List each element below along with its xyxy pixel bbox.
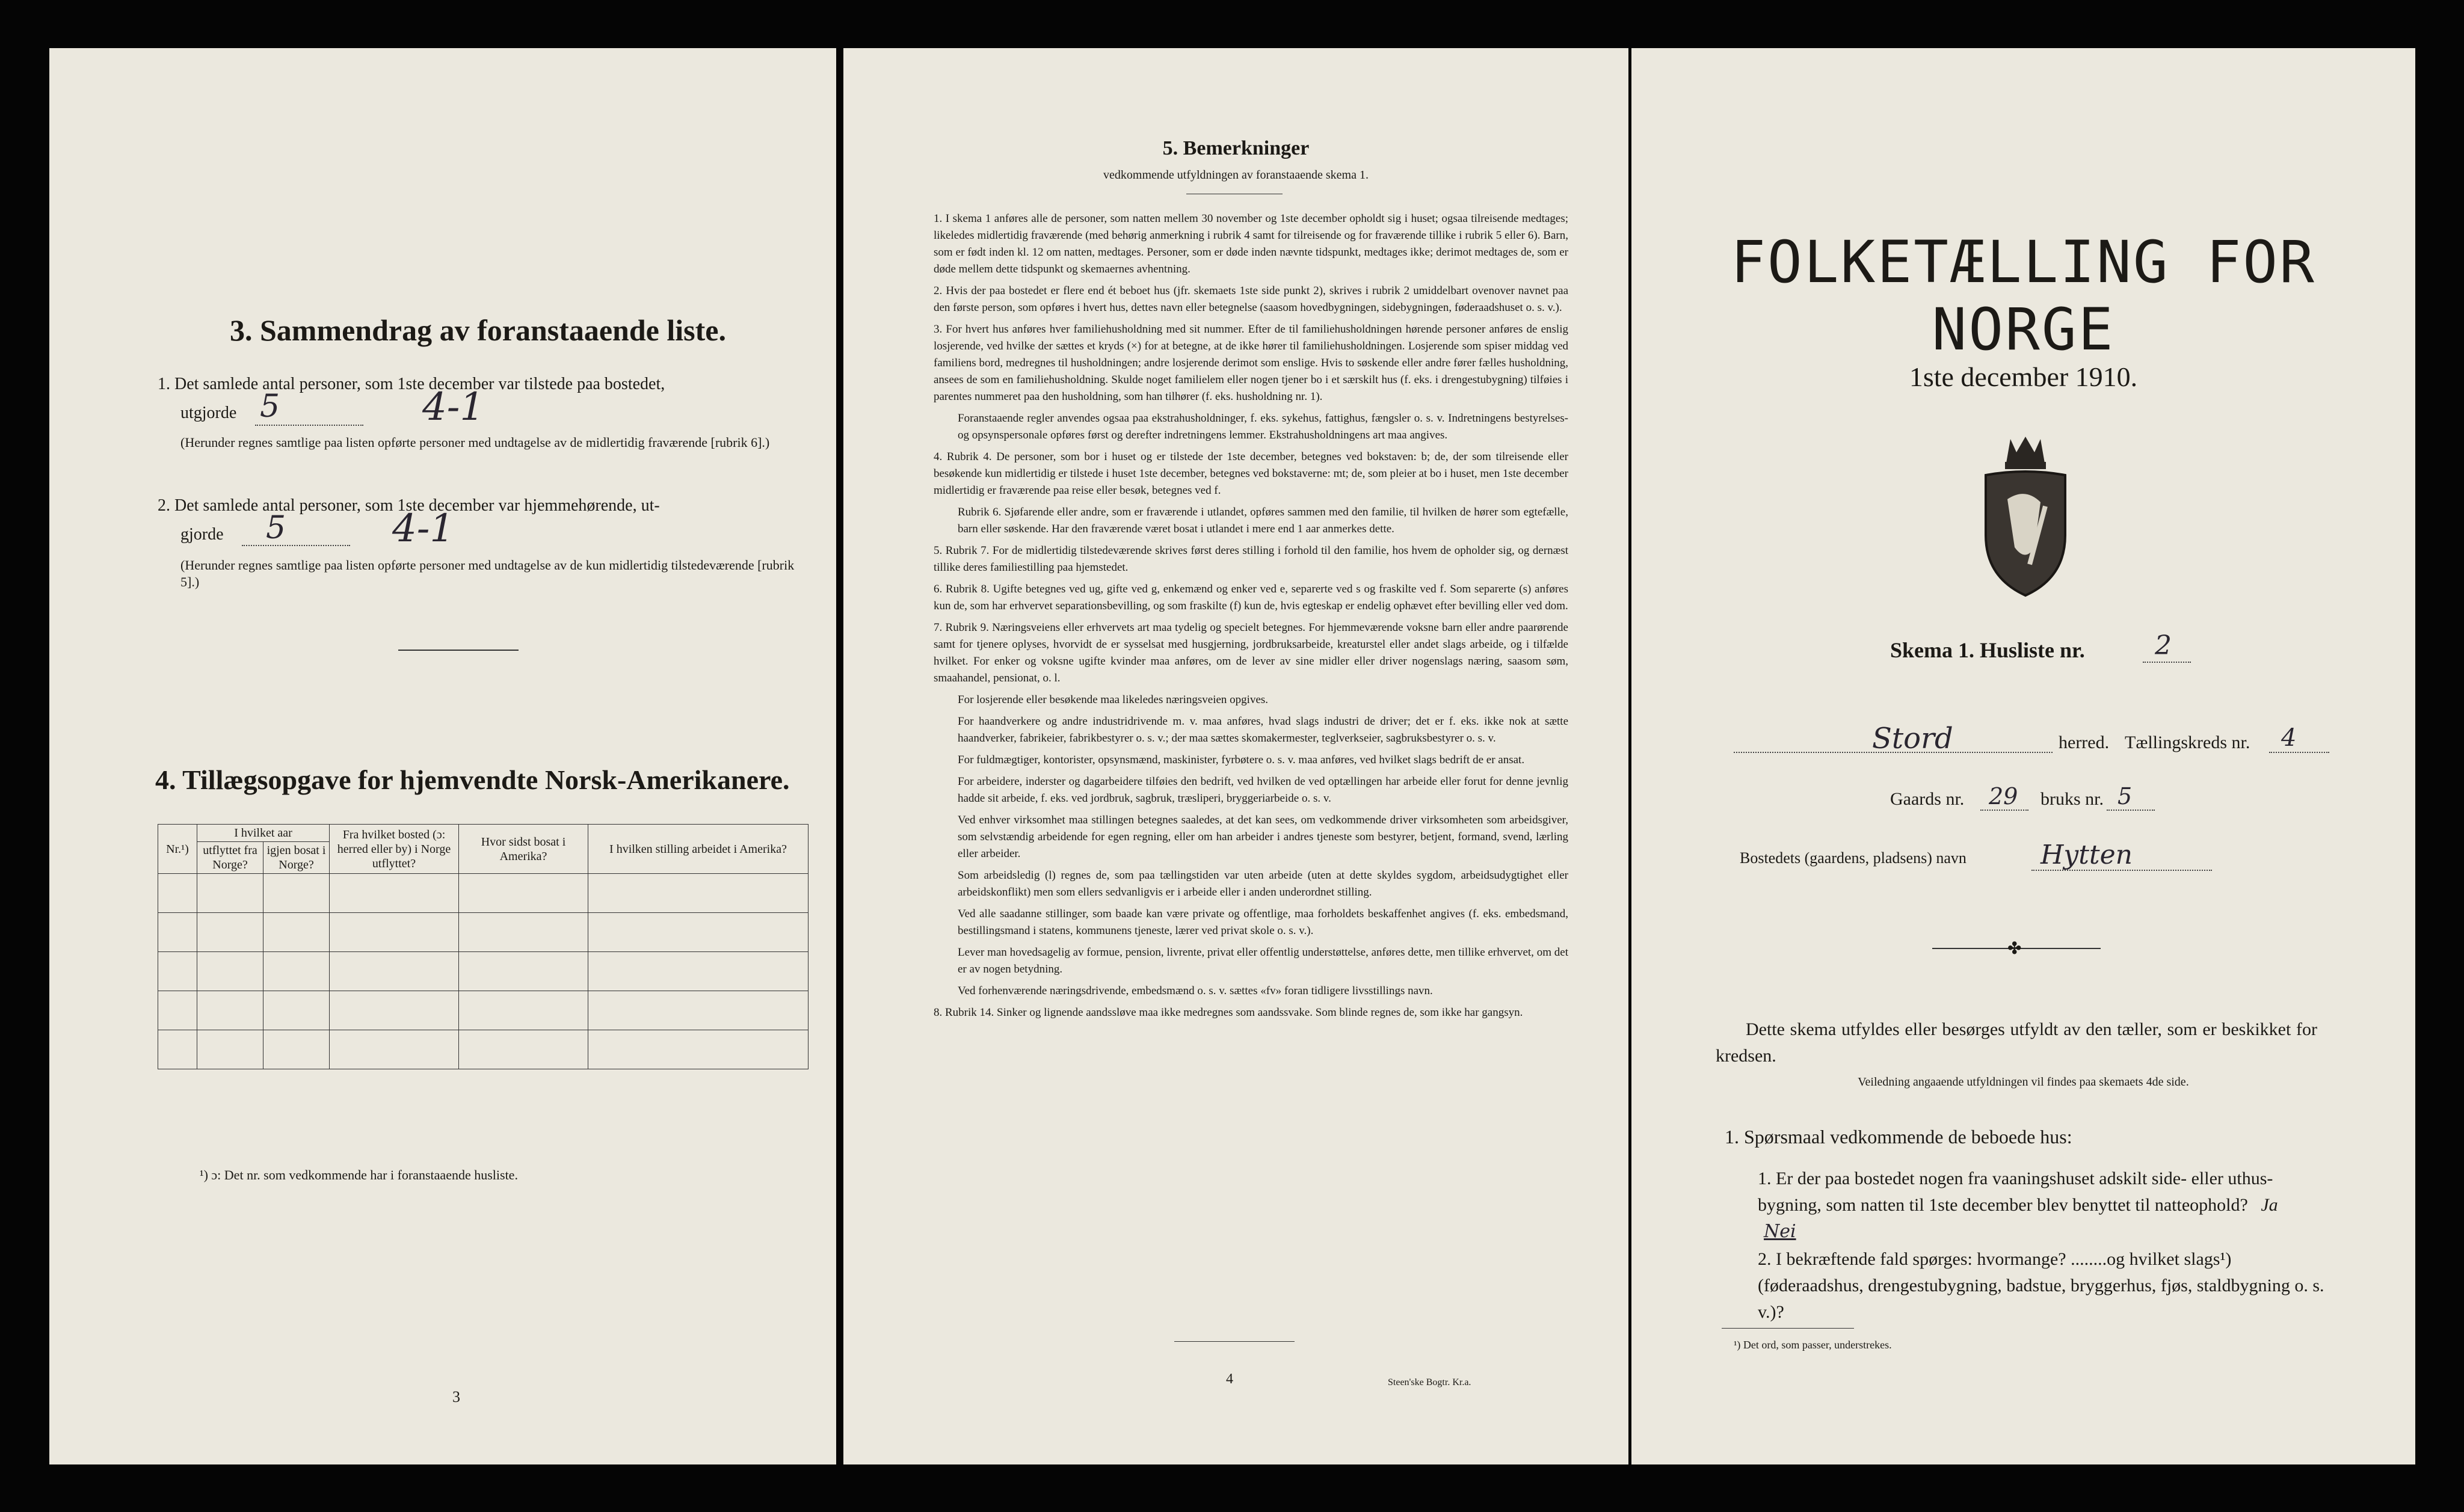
norsk-amerikanere-table — [158, 824, 808, 1069]
page-left — [49, 48, 836, 1464]
remark-paragraph: For losjerende eller besøkende maa likeledes næringsveien opgives. — [958, 693, 1269, 706]
remark-paragraph: 2. Hvis der paa bostedet er flere end ét beboet hus (jfr. skemaets 1ste side punkt 2), skrives i rubrik 2 umiddelbart ovenover navnet paa den første person, som opføres i hvert hus, dettes navn eller betegnelse (saasom hovedbygningen, sidebygningen, føderaadshuset o. s. v.). — [934, 284, 1568, 314]
bosted-label: Bostedets (gaardens, pladsens) navn — [1740, 849, 1967, 867]
item2-label: gjorde — [180, 525, 224, 544]
item1-value: 5 — [260, 389, 280, 425]
remark-paragraph: Som arbeidsledig (l) regnes de, som paa tællingstiden var uten arbeide (uten at dette skyldes sygdom, arbeidsudygtighet eller arbeidskonflikt) men som ellers sedvanligvis er i arbeide eller i anden underordnet stilling. — [958, 869, 1568, 899]
ornament-icon: ✤ — [2007, 939, 2022, 958]
remark-paragraph: 5. Rubrik 7. For de midlertidig tilstedeværende skrives først deres stilling i forhold til den familie, hos hvem de opholder sig, og dernæst tillike deres familiestilling paa hjemstedet. — [934, 544, 1568, 574]
divider-rule — [398, 650, 519, 651]
bosted-value: Hytten — [2040, 840, 2133, 870]
husliste-nr-value: 2 — [2155, 630, 2172, 661]
page-number-middle: 4 — [1226, 1371, 1233, 1387]
remark-paragraph: For fuldmægtiger, kontorister, opsynsmænd, maskinister, fyrbøtere o. s. v. maa anføres, ved hvilket slags bedrift de er ansat. — [958, 754, 1525, 766]
bottom-rule — [1174, 1341, 1295, 1342]
veiledning-text: Veiledning angaaende utfyldningen vil findes paa skemaets 4de side. — [1858, 1075, 2189, 1089]
table-row — [158, 952, 808, 991]
table-row — [158, 991, 808, 1030]
bemerkninger-subtitle: vedkommende utfyldningen av foranstaaende skema 1. — [1103, 168, 1369, 182]
page-number-left: 3 — [452, 1388, 460, 1406]
question-1-ja-label: Ja — [2261, 1195, 2278, 1215]
question-1-body: 1. Er der paa bostedet nogen fra vaaningshuset adskilt side- eller uthus-bygning, som natten til 1ste december blev benyttet til natteophold? — [1758, 1169, 2273, 1215]
gaards-value: 29 — [1989, 783, 2018, 810]
remark-paragraph: 4. Rubrik 4. De personer, som bor i huset og er tilstede der 1ste december, betegnes ved bokstaven: b; de, der som tilreisende eller besøkende kun midlertidig er tilstede i huset 1ste december, betegnes ved bokstaverne: mt; de, som pleier at bo i huset, men 1ste december midlertidig er fraværende paa reise eller besøk, betegnes ved f. — [934, 450, 1569, 497]
item1-correction: 4-1 — [422, 385, 485, 429]
question-2-text: 2. I bekræftende fald spørges: hvormange? ........og hvilket slags¹) (føderaadshus, drengestubygning, badstue, bryggerhus, fjøs, staldbygning o. s. v.)? — [1758, 1249, 2324, 1322]
bruks-label: bruks nr. — [2040, 789, 2104, 809]
gaards-label: Gaards nr. — [1890, 789, 1965, 809]
col-stilling: I hvilken stilling arbeidet i Amerika? — [588, 825, 808, 874]
item2-value: 5 — [266, 510, 286, 546]
bemerkninger-body — [934, 211, 1568, 1026]
question-1-text — [1758, 1166, 2317, 1245]
census-title: FOLKETÆLLING FOR NORGE — [1731, 229, 2316, 363]
husliste-dotted-line — [2143, 662, 2191, 663]
question-header: 1. Spørsmaal vedkommende de beboede hus: — [1725, 1126, 2072, 1148]
kreds-dotted-line — [2269, 752, 2329, 753]
section4-footnote: ¹) ɔ: Det nr. som vedkommende har i foranstaaende husliste. — [200, 1167, 518, 1182]
item2-note: (Herunder regnes samtlige paa listen opførte personer med undtagelse av de kun midlertidig tilstedeværende [rubrik 5].) — [180, 558, 795, 589]
gaards-dotted-line — [1980, 810, 2028, 811]
bemerkninger-title: 5. Bemerkninger — [1162, 137, 1310, 159]
printer-credit: Steen'ske Bogtr. Kr.a. — [1388, 1377, 1471, 1388]
col-group-year: I hvilket aar — [197, 825, 330, 842]
col-igjen: igjen bosat i Norge? — [263, 842, 330, 874]
footnote-rule — [1722, 1328, 1854, 1329]
remark-paragraph: For arbeidere, inderster og dagarbeidere tilføies den bedrift, ved hvilken de ved optællingen har arbeide eller forut for denne jevnlig hadde sit arbeide, f. eks. ved jordbruk, sagbruk, træsliperi, bryggeriarbeide o. s. v. — [958, 775, 1568, 805]
kreds-value: 4 — [2281, 724, 2297, 752]
item1-text: 1. Det samlede antal personer, som 1ste december var tilstede paa bostedet, — [158, 375, 665, 393]
remark-paragraph: 3. For hvert hus anføres hver familiehusholdning med sit nummer. Efter de til familiehusholdningen hørende personer anføres de enslig losjerende, ved hvilke der sættes et kryds (×) for at betegne, at de ikke hører til familiehusholdningen. Losjerende som spiser middag ved familiens bord, medregnes til husholdningen; andre losjerende derimot som enslige. Hvis to søskende eller andre fører fælles husholdning, ansees de som en familiehusholdning. Skulde noget familielem eller nogen tjener bo i et særskilt hus (f. eks. i drengestubygning) tilføies i parentes nummeret paa den husholdning, som han tilhører (f. eks. husholdning nr. 1). — [934, 323, 1568, 403]
herred-value: Stord — [1872, 722, 1953, 755]
remark-paragraph: Ved forhenværende næringsdrivende, embedsmænd o. s. v. sættes «fv» foran tidligere livsstillings navn. — [958, 985, 1433, 997]
page-right — [1631, 48, 2415, 1464]
remark-paragraph: Foranstaaende regler anvendes ogsaa paa ekstrahusholdninger, f. eks. sykehus, fattighus, fængsler o. s. v. Indretningens bestyrelses- og opsynspersonale opføres først og derefter indretningens lemmer. Ekstrahusholdningens art maa angives. — [958, 412, 1568, 441]
remark-paragraph: 7. Rubrik 9. Næringsveiens eller erhvervets art maa tydelig og specielt betegnes. For hjemmeværende voksne barn eller andre paarørende samt for tjenere oplyses, hvorvidt de er sysselsat med husgjerning, jordbruksarbeide, kreaturstel eller andet slags arbeide, og i tilfælde hvilket. For enker og voksne ugifte kvinder maa anføres, om de lever av sine midler eller driver nogenslags næring, saasom søm, smaahandel, pensionat, o. l. — [934, 621, 1568, 684]
question-1-answer: Nei — [1764, 1221, 1796, 1242]
remark-paragraph: 1. I skema 1 anføres alle de personer, som natten mellem 30 november og 1ste december opholdt sig i huset; ogsaa tilreisende medtages; likeledes midlertidig fraværende (med behørig anmerkning i rubrik 4 samt for tilreisende og for fraværende tillike i rubrik 5 eller 6). Barn, som er født inden kl. 12 om natten, medtages. Personer, som er døde inden nævnte tidspunkt, medtages ikke; derimot medtages de, som er døde mellem dette tidspunkt og skemaernes avhentning. — [934, 212, 1568, 275]
section4-title: 4. Tillægsopgave for hjemvendte Norsk-Amerikanere. — [155, 764, 790, 795]
herred-label: herred. — [2059, 733, 2110, 752]
item2-dotted-line — [242, 545, 350, 546]
item2-text: 2. Det samlede antal personer, som 1ste december var hjemmehørende, ut- — [158, 496, 660, 515]
remark-paragraph: Ved enhver virksomhet maa stillingen betegnes saaledes, at det kan sees, om vedkommende driver virksomheten som arbeidsgiver, som selvstændig arbeidende for egen regning, eller om han arbeider i andres tjeneste som bestyrer, betjent, formand, svend, lærling eller arbeider. — [958, 814, 1568, 860]
section3-title: 3. Sammendrag av foranstaaende liste. — [230, 313, 726, 347]
col-fra-hvilket: Fra hvilket bosted (ɔ: herred eller by) i Norge utflyttet? — [330, 825, 459, 874]
item1-label: utgjorde — [180, 404, 237, 422]
item2-correction: 4-1 — [392, 506, 455, 551]
bruks-value: 5 — [2118, 783, 2133, 810]
table-row — [158, 874, 808, 913]
intro-text: Dette skema utfyldes eller besørges utfyldt av den tæller, som er beskikket for kredsen. — [1716, 1019, 2317, 1066]
kreds-label: Tællingskreds nr. — [2125, 733, 2250, 752]
norway-coat-of-arms-icon — [1977, 433, 2074, 601]
right-footnote: ¹) Det ord, som passer, understrekes. — [1734, 1339, 1892, 1351]
census-date: 1ste december 1910. — [1909, 361, 2138, 392]
page-middle — [843, 48, 1628, 1464]
col-nr: Nr.¹) — [158, 825, 197, 874]
remark-paragraph: 6. Rubrik 8. Ugifte betegnes ved ug, gifte ved g, enkemænd og enker ved e, separerte ved s og fraskilte ved f. Som separerte (s) anføres kun de, som har erhvervet separationsbevilling, og som fraskilte (f) kun de, hvis egteskap er endelig ophævet efter bevilling eller ved dom. — [934, 583, 1568, 612]
table-row — [158, 913, 808, 952]
remark-paragraph: Ved alle saadanne stillinger, som baade kan være private og offentlige, maa forholdets beskaffenhet angives (f. eks. embedsmand, bestillingsmand i statens, kommunens tjeneste, lærer ved privat skole o. s. v.). — [958, 908, 1568, 937]
table-row — [158, 1030, 808, 1069]
remark-paragraph: Rubrik 6. Sjøfarende eller andre, som er fraværende i utlandet, opføres sammen med den familie, til hvilken de hører som egtefælle, barn eller søskende. Har den fraværende været bosat i utlandet i mere end 1 aar anmerkes dette. — [958, 506, 1568, 535]
item1-dotted-line — [255, 425, 363, 426]
remark-paragraph: 8. Rubrik 14. Sinker og lignende aandssløve maa ikke medregnes som aandssvake. Som blinde regnes de, som ikke har gangsyn. — [934, 1006, 1523, 1019]
remark-paragraph: For haandverkere og andre industridrivende m. v. maa anføres, hvad slags industri de driver; det er f. eks. ikke nok at sætte haandverker, fabrikeier, fabrikbestyrer o. s. v.; der maa sættes skomakermester, teglverkseier, sagbruksbestyrer o. s. v. — [958, 715, 1568, 745]
schema-label: Skema 1. Husliste nr. — [1890, 638, 2085, 662]
bosted-dotted-line — [2031, 870, 2212, 871]
bruks-dotted-line — [2107, 810, 2155, 811]
col-hvor-sidst: Hvor sidst bosat i Amerika? — [459, 825, 588, 874]
item1-note: (Herunder regnes samtlige paa listen opførte personer med undtagelse av de midlertidig fraværende [rubrik 6].) — [180, 435, 770, 450]
remark-paragraph: Lever man hovedsagelig av formue, pension, livrente, privat eller offentlig understøttelse, anføres dette, men tillike erhvervet, om det er av nogen betydning. — [958, 946, 1568, 976]
col-utflyttet: utflyttet fra Norge? — [197, 842, 263, 874]
